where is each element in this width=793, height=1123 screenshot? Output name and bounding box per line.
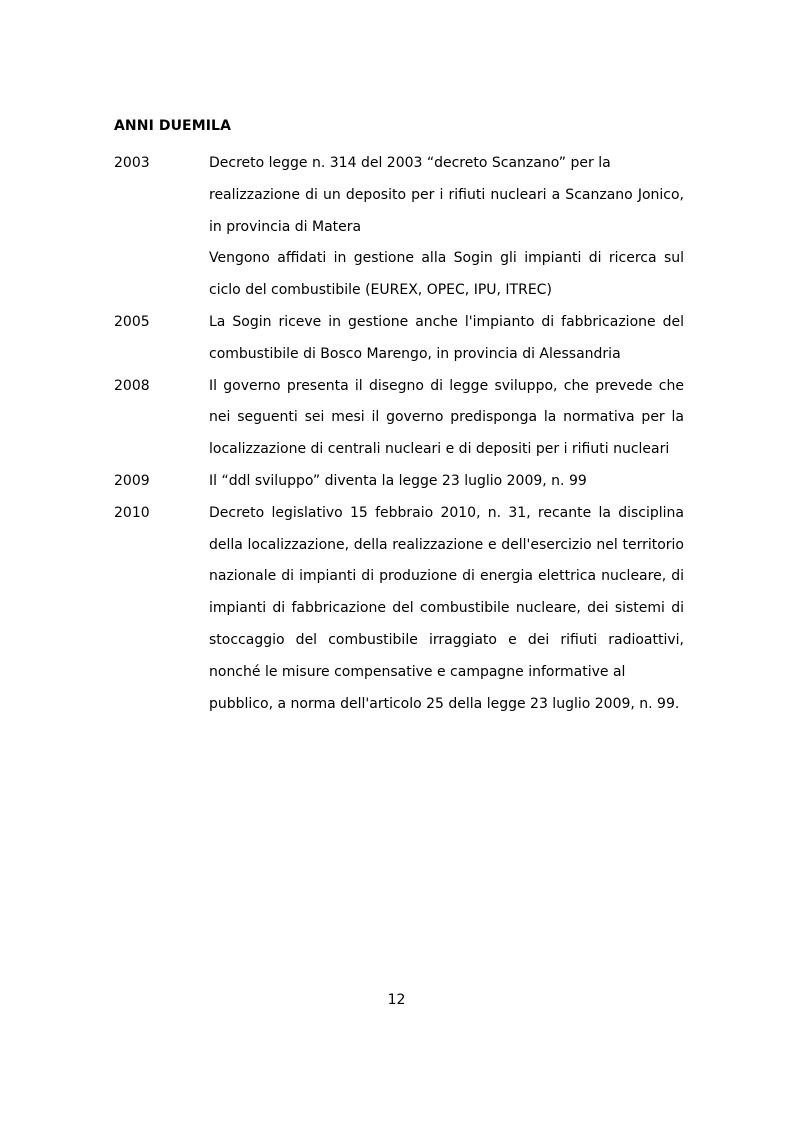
entry-line: nei seguenti sei mesi il governo predisponga la normativa per la [209, 409, 684, 426]
entry-line: localizzazione di centrali nucleari e di depositi per i rifiuti nucleari [209, 441, 670, 458]
entry-line: nazionale di impianti di produzione di energia elettrica nucleare, di [209, 568, 684, 585]
entry-line: ciclo del combustibile (EUREX, OPEC, IPU, ITREC) [209, 282, 552, 299]
timeline-entry [114, 148, 684, 307]
entry-line: combustibile di Bosco Marengo, in provincia di Alessandria [209, 345, 621, 362]
page-number: 12 [387, 992, 406, 1008]
entry-year: 2010 [114, 504, 150, 521]
entry-line: Decreto legislativo 15 febbraio 2010, n. 31, recante la disciplina [209, 504, 684, 521]
entry-year: 2005 [114, 313, 150, 330]
entry-year: 2008 [114, 377, 150, 394]
entry-line: stoccaggio del combustibile irraggiato e dei rifiuti radioattivi, [209, 631, 684, 648]
entry-text [209, 307, 684, 371]
entry-line: La Sogin riceve in gestione anche l'impianto di fabbricazione del [209, 313, 684, 330]
entry-line: Il governo presenta il disegno di legge sviluppo, che prevede che [209, 377, 684, 394]
entry-line: in provincia di Matera [209, 218, 362, 235]
section-heading: ANNI DUEMILA [114, 118, 232, 134]
entry-line: pubblico, a norma dell'articolo 25 della legge 23 luglio 2009, n. 99. [209, 695, 680, 712]
timeline-list [114, 148, 684, 720]
entry-text [209, 466, 684, 498]
timeline-entry [114, 466, 684, 498]
entry-line: Decreto legge n. 314 del 2003 “decreto Scanzano” per la [209, 155, 611, 171]
entry-text [209, 498, 684, 721]
entry-line: realizzazione di un deposito per i rifiuti nucleari a Scanzano Jonico, [209, 186, 684, 203]
entry-line: nonché le misure compensative e campagne informative al [209, 663, 626, 680]
entry-line: impianti di fabbricazione del combustibile nucleare, dei sistemi di [209, 600, 684, 617]
timeline-entry [114, 498, 684, 721]
entry-year: 2009 [114, 472, 150, 489]
entry-line: Vengono affidati in gestione alla Sogin gli impianti di ricerca sul [209, 250, 684, 267]
entry-text [209, 148, 684, 307]
timeline-entry [114, 371, 684, 466]
entry-year: 2003 [114, 155, 150, 171]
entry-line: Il “ddl sviluppo” diventa la legge 23 luglio 2009, n. 99 [209, 472, 587, 489]
entry-text [209, 371, 684, 466]
timeline-entry [114, 307, 684, 371]
entry-line: della localizzazione, della realizzazione e dell'esercizio nel territorio [209, 536, 684, 553]
